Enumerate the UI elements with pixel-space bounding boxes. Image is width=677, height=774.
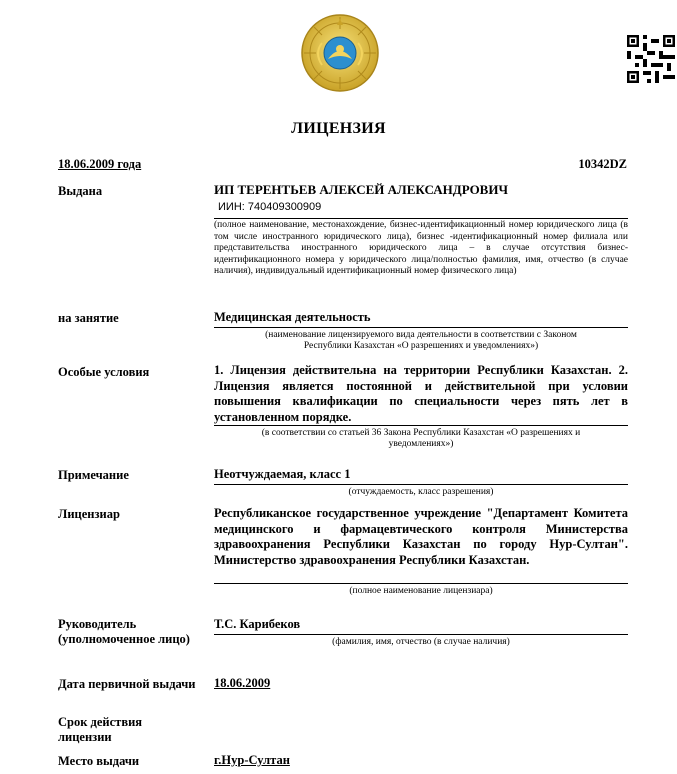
issued-to-label: Выдана bbox=[58, 184, 103, 198]
licensee-name: ИП ТЕРЕНТЬЕВ АЛЕКСЕЙ АЛЕКСАНДРОВИЧ bbox=[214, 182, 508, 197]
licensor-value: Республиканское государственное учреждение "Департамент Комитета медицинского и фармацевтического контроля Министерства здравоохранения Республики Казахстан по городу Нур-Султан". Министерство здравоохранения Республики Казахстан. bbox=[214, 506, 628, 567]
activity-rule bbox=[214, 327, 628, 328]
conditions-value: 1. Лицензия действительна на территории Республики Казахстан. 2. Лицензия является постоянной и действительной при условии повышения квалификации по специальности через пять лет в установленном порядке. bbox=[214, 363, 628, 424]
licensor-rule bbox=[214, 583, 628, 584]
validity-label-line2: лицензии bbox=[58, 730, 112, 744]
activity-label: на занятие bbox=[58, 311, 119, 325]
conditions-rule bbox=[214, 425, 628, 426]
document-title: ЛИЦЕНЗИЯ bbox=[291, 120, 386, 137]
licensor-label: Лицензиар bbox=[58, 507, 120, 521]
first-issue-label: Дата первичной выдачи bbox=[58, 677, 196, 691]
head-label-line1: Руководитель bbox=[58, 617, 137, 631]
head-value: Т.С. Карибеков bbox=[214, 617, 301, 631]
first-issue-value: 18.06.2009 bbox=[214, 676, 271, 690]
activity-value: Медицинская деятельность bbox=[214, 310, 371, 324]
state-emblem bbox=[300, 13, 380, 93]
conditions-caption: (в соответствии со статьей 36 Закона Республики Казахстан «О разрешениях и уведомлениях») bbox=[261, 428, 581, 449]
licensee-iin: ИИН: 740409300909 bbox=[218, 201, 322, 213]
activity-caption: (наименование лицензируемого вида деятельности в соответствии с Законом Республики Казахстан «О разрешениях и уведомлениях») bbox=[265, 330, 577, 351]
note-caption: (отчуждаемость, класс разрешения) bbox=[348, 487, 494, 497]
licensee-rule bbox=[214, 218, 628, 219]
note-rule bbox=[214, 484, 628, 485]
qr-code bbox=[627, 35, 675, 83]
head-caption: (фамилия, имя, отчество (в случае наличия) bbox=[332, 637, 510, 647]
licensor-caption: (полное наименование лицензиара) bbox=[349, 586, 493, 596]
head-label-line2: (уполномоченное лицо) bbox=[58, 632, 190, 646]
issue-date: 18.06.2009 года bbox=[58, 157, 142, 171]
validity-label-line1: Срок действия bbox=[58, 715, 143, 729]
head-rule bbox=[214, 634, 628, 635]
note-label: Примечание bbox=[58, 468, 129, 482]
note-value: Неотчуждаемая, класс 1 bbox=[214, 467, 351, 481]
license-number: 10342DZ bbox=[578, 157, 627, 171]
conditions-label: Особые условия bbox=[58, 365, 150, 379]
place-value: г.Нур-Султан bbox=[214, 753, 290, 767]
licensee-caption: (полное наименование, местонахождение, бизнес-идентификационный номер юридического лица (в том числе иностранного юридического лица), бизнес -идентификационный номер филиала или представительства иностранного юридического лица – в случае отсутствия бизнес-идентификационного номера у юридического лица/полностью фамилия, имя, отчество (в случае наличия), индивидуальный идентификационный номер физического лица) bbox=[214, 220, 628, 277]
place-label: Место выдачи bbox=[58, 754, 140, 768]
